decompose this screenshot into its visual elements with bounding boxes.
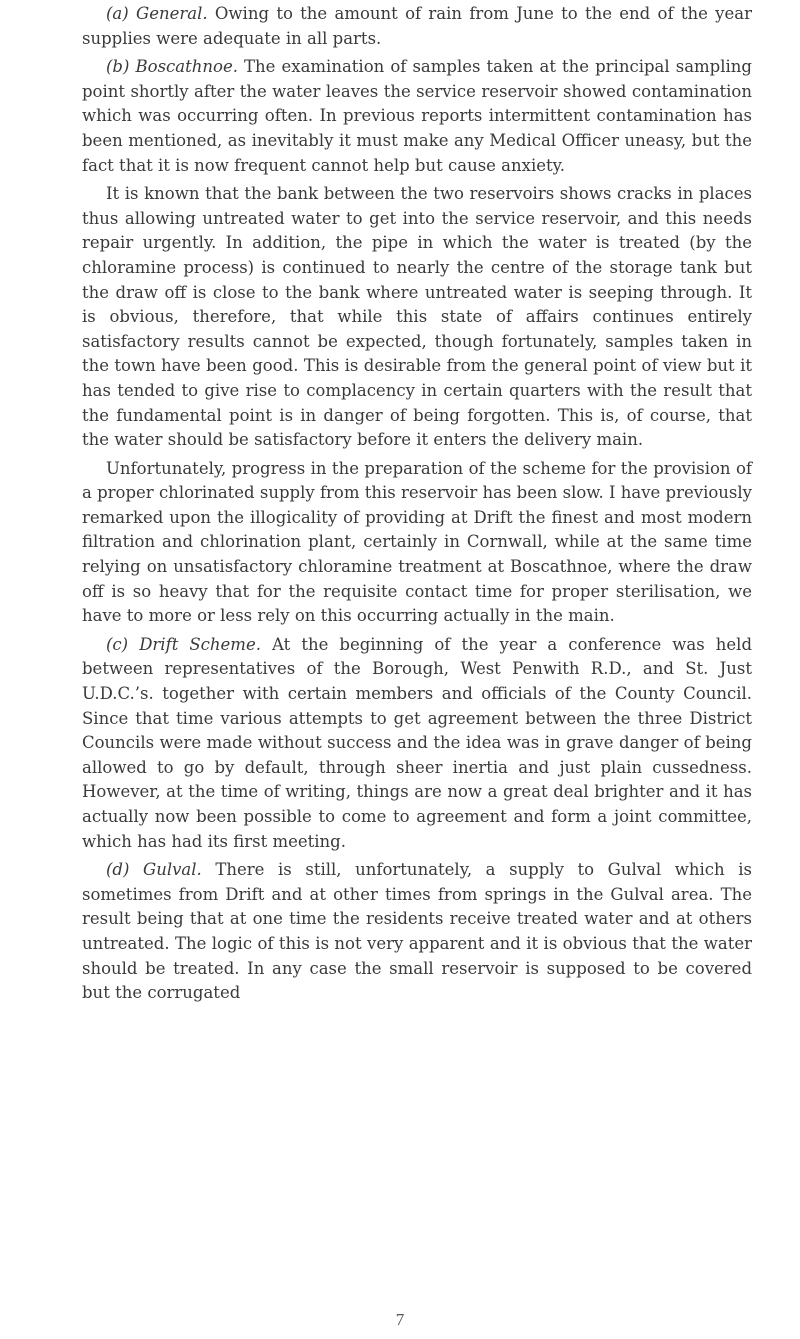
section-drift-scheme-paragraph	[82, 633, 752, 854]
section-gulval-label: (d)	[106, 860, 130, 880]
section-boscathnoe-label: (b)	[106, 57, 130, 77]
section-drift-scheme-text: At the beginning of the year a conference was held between representatives of the Borough, West Penwith R.D., and St. Just U.D.C.’s. together with certain members and officials of the County Council. Since that time various attempts to get agreement between the three District Councils were made without success and the idea was in grave danger of being allowed to go by default, through sheer inertia and just plain cussedness. However, at the time of writing, things are now a great deal brighter and it has actually now been possible to come to agreement and form a joint committee, which has had its first meeting.	[82, 634, 753, 851]
section-gulval-text: There is still, unfortunately, a supply to Gulval which is sometimes from Drift and at other times from springs in the Gulval area. The result being that at one time the residents receive treated water and at others untreated. The logic of this is not very apparent and it is obvious that the water should be treated. In any case the small reservoir is supposed to be covered but the corrugated	[82, 860, 752, 1003]
section-drift-scheme-title: Drift Scheme.	[139, 634, 261, 654]
section-gulval-paragraph	[82, 858, 752, 1006]
document-page	[82, 2, 752, 1006]
section-boscathnoe-paragraph-1	[82, 55, 752, 178]
section-general-text: Owing to the amount of rain from June to the end of the year supplies were adequate in all parts.	[82, 4, 752, 48]
section-boscathnoe-text-1: The examination of samples taken at the principal sampling point shortly after the water leaves the service reservoir showed contamination which was occurring often. In previous reports intermittent contamination has been mentioned, as inevitably it must make any Medical Officer uneasy, but the fact that it is now frequent cannot help but cause anxiety.	[82, 57, 752, 175]
section-boscathnoe-title: Boscathnoe.	[135, 57, 238, 77]
section-general-title: General.	[136, 4, 208, 23]
page-number: 7	[395, 1310, 405, 1329]
section-general-paragraph	[82, 2, 752, 51]
section-boscathnoe-paragraph-3: Unfortunately, progress in the preparation of the scheme for the provision of a proper chlorinated supply from this reservoir has been slow. I have previously remarked upon the illogicality of providing at Drift the finest and most modern filtration and chlorination plant, certainly in Cornwall, while at the same time relying on unsatisfactory chloramine treatment at Boscathnoe, where the draw off is so heavy that for the requisite contact time for proper sterilisation, we have to more or less rely on this occurring actually in the main.	[82, 458, 752, 626]
section-drift-scheme-label: (c)	[106, 634, 129, 654]
section-boscathnoe-paragraph-2: It is known that the bank between the two reservoirs shows cracks in places thus allowing untreated water to get into the service reservoir, and this needs repair urgently. In addition, the pipe in which the water is treated (by the chloramine process) is continued to nearly the centre of the storage tank but the draw off is close to the bank where untreated water is seeping through. It is obvious, therefore, that while this state of affairs continues entirely satisfactory results cannot be expected, though fortunately, samples taken in the town have been good. This is desirable from the general point of view but it has tended to give rise to complacency in certain quarters with the result that the fundamental point is in danger of being forgotten. This is, of course, that the water should be satisfactory before it enters the delivery main.	[82, 184, 752, 450]
section-general-label: (a)	[106, 4, 129, 23]
section-gulval-title: Gulval.	[143, 860, 202, 880]
